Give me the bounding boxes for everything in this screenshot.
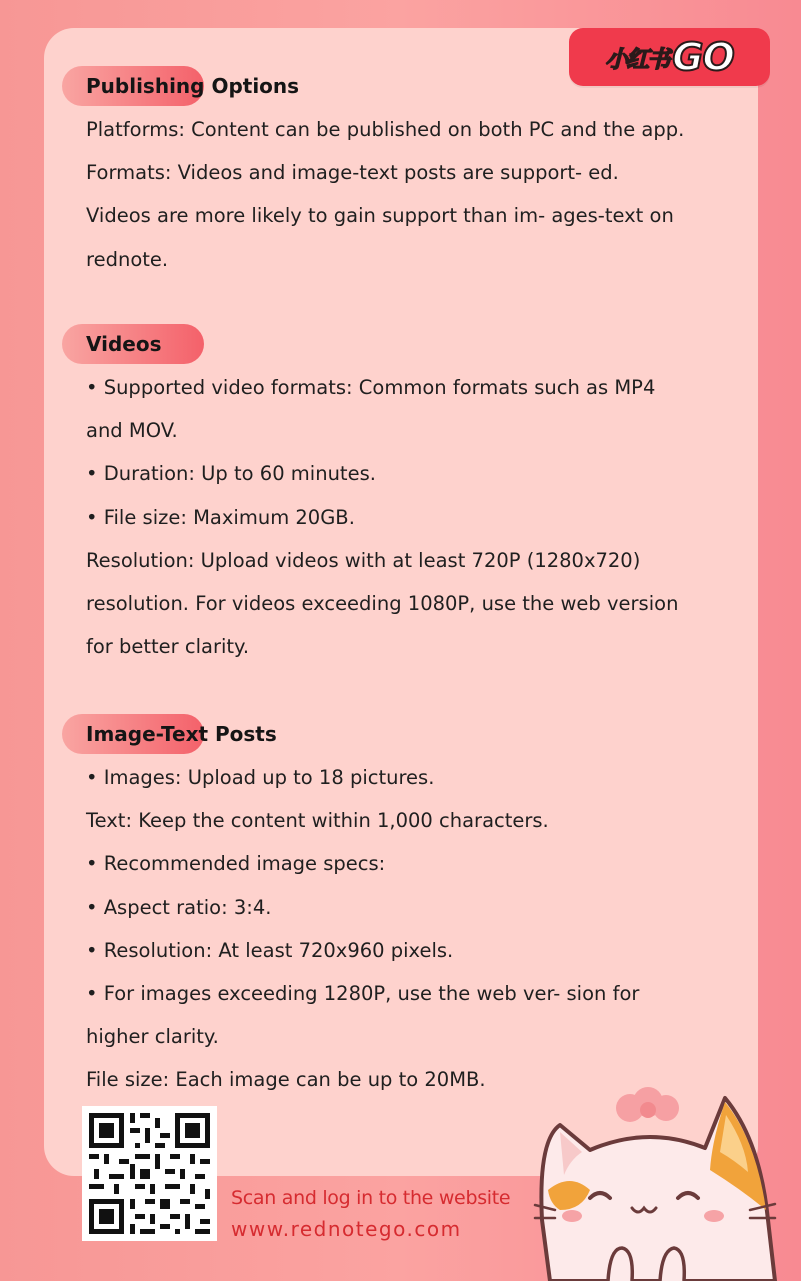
body-line: • Aspect ratio: 3:4. — [86, 895, 272, 919]
body-line: Videos are more likely to gain support than im- ages-text on — [86, 204, 674, 228]
body-line: • File size: Maximum 20GB. — [86, 505, 355, 529]
body-line: Text: Keep the content within 1,000 characters. — [86, 809, 549, 833]
section-body — [86, 366, 752, 668]
section-image-text-posts — [62, 714, 752, 1102]
body-line: • Duration: Up to 60 minutes. — [86, 462, 376, 486]
logo-chinese-text: 小红书 — [605, 46, 669, 73]
cat-mascot-icon — [520, 1080, 801, 1281]
body-line: rednote. — [86, 247, 169, 271]
scan-instruction: Scan and log in to the website — [231, 1187, 511, 1209]
body-line: Resolution: Upload videos with at least 720P (1280x720) — [86, 548, 641, 572]
logo-go-text: GO — [672, 35, 734, 79]
body-line: File size: Each image can be up to 20MB. — [86, 1068, 486, 1092]
qr-code-icon — [82, 1106, 217, 1241]
website-link[interactable]: www.rednotego.com — [231, 1217, 462, 1241]
body-line: • For images exceeding 1280P, use the web ver- sion for — [86, 982, 640, 1006]
body-line: • Resolution: At least 720x960 pixels. — [86, 938, 454, 962]
qr-code[interactable] — [82, 1106, 217, 1241]
section-body — [86, 108, 752, 281]
body-line: • Recommended image specs: — [86, 852, 386, 876]
section-body — [86, 756, 752, 1102]
body-line: and MOV. — [86, 419, 178, 443]
body-line: Formats: Videos and image-text posts are support- ed. — [86, 161, 619, 185]
body-line: resolution. For videos exceeding 1080P, use the web version — [86, 592, 679, 616]
section-heading: Image-Text Posts — [86, 722, 277, 746]
body-line: • Supported video formats: Common formats such as MP4 — [86, 376, 656, 399]
section-videos — [62, 324, 752, 668]
section-heading: Videos — [86, 332, 162, 356]
body-line: • Images: Upload up to 18 pictures. — [86, 766, 435, 789]
body-line: Platforms: Content can be published on both PC and the app. — [86, 118, 685, 141]
section-heading: Publishing Options — [86, 74, 300, 98]
section-publishing-options — [62, 66, 752, 281]
body-line: for better clarity. — [86, 635, 250, 659]
body-line: higher clarity. — [86, 1025, 219, 1049]
